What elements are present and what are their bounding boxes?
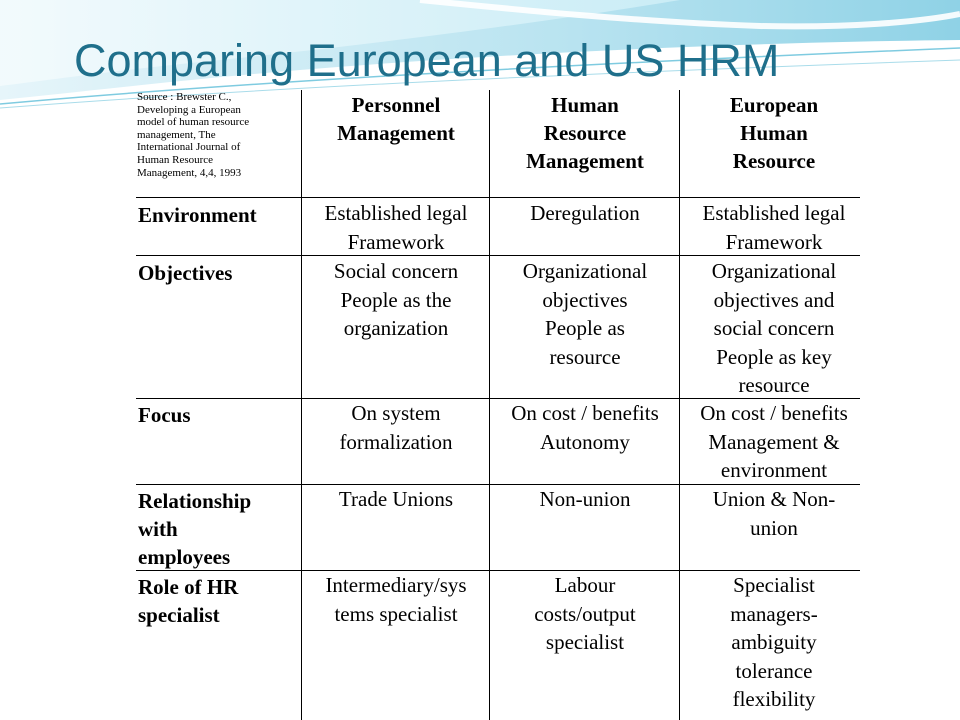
cell-line: resource — [738, 373, 810, 397]
cell-line: environment — [720, 458, 828, 482]
cell-line: Framework — [347, 229, 445, 254]
table-cell — [490, 485, 680, 514]
source-line: Developing a European — [137, 103, 241, 116]
cell-line: Autonomy — [540, 429, 630, 454]
table-divider-horizontal — [136, 197, 860, 198]
cell-line: objectives and — [713, 287, 835, 312]
cell-line: formalization — [339, 429, 453, 454]
source-citation — [137, 91, 299, 179]
cell-line: People as the — [340, 287, 452, 312]
cell-line: Non-union — [539, 487, 631, 511]
cell-line: specialist — [545, 630, 625, 654]
cell-line: social concern — [713, 316, 835, 340]
row-header-line: Relationship — [138, 489, 252, 513]
cell-line: Union & Non- — [712, 487, 836, 511]
cell-line: Social concern — [333, 259, 459, 283]
column-header-line: European — [729, 93, 819, 117]
column-header-european-human-resource — [680, 91, 868, 175]
cell-line: tems specialist — [334, 601, 458, 626]
column-header-personnel-management — [302, 91, 490, 147]
cell-line: On cost / benefits — [511, 401, 659, 425]
table-cell — [490, 571, 680, 657]
cell-line: objectives — [542, 287, 628, 312]
cell-line: flexibility — [732, 687, 816, 711]
row-header-line: Environment — [138, 203, 257, 227]
cell-line: managers- — [730, 601, 818, 626]
cell-line: Organizational — [711, 259, 837, 283]
cell-line: On cost / benefits — [700, 401, 848, 425]
table-cell — [302, 199, 490, 256]
source-line: Management, 4,4, 1993 — [137, 166, 242, 179]
column-header-line: Resource — [732, 149, 816, 173]
row-header-objectives — [138, 259, 232, 287]
row-header-line: with — [138, 517, 178, 541]
cell-line: Management & — [708, 429, 840, 454]
table-cell — [680, 199, 868, 256]
column-header-line: Human — [551, 93, 619, 117]
column-header-line: Personnel — [351, 93, 441, 117]
column-header-line: Human — [740, 121, 808, 145]
row-header-focus — [138, 401, 191, 429]
row-header-line: employees — [138, 545, 231, 569]
row-header-role-of-hr-specialist — [138, 573, 238, 629]
cell-line: Intermediary/sys — [325, 573, 467, 597]
table-cell — [302, 571, 490, 628]
row-header-line: Objectives — [138, 261, 233, 285]
source-line: Human Resource — [137, 153, 214, 166]
table-cell — [302, 399, 490, 456]
cell-line: ambiguity — [731, 630, 817, 654]
cell-line: Established legal — [702, 201, 846, 225]
cell-line: organization — [343, 316, 449, 340]
source-line: model of human resource — [137, 116, 250, 129]
cell-line: Organizational — [522, 259, 648, 283]
cell-line: Labour — [554, 573, 616, 597]
source-line: management, The — [137, 128, 216, 141]
column-header-line: Management — [526, 149, 644, 173]
cell-line: Established legal — [324, 201, 468, 225]
cell-line: People as — [545, 316, 625, 340]
row-header-line: Focus — [138, 403, 191, 427]
cell-line: Specialist — [733, 573, 815, 597]
cell-line: Deregulation — [530, 201, 640, 225]
cell-line: People as key — [716, 344, 832, 369]
table-cell — [490, 199, 680, 228]
cell-line: Framework — [725, 229, 823, 254]
table-cell — [680, 399, 868, 485]
cell-line: resource — [549, 344, 621, 369]
table-cell — [302, 485, 490, 514]
cell-line: Trade Unions — [338, 487, 454, 511]
row-header-line: Role of HR — [138, 575, 239, 599]
column-header-line: Resource — [543, 121, 627, 145]
table-cell — [490, 399, 680, 456]
cell-line: union — [750, 515, 798, 540]
table-cell — [302, 257, 490, 343]
cell-line: On system — [351, 401, 441, 425]
column-header-line: Management — [337, 121, 455, 145]
cell-line: costs/output — [534, 601, 636, 626]
table-cell — [680, 571, 868, 714]
table-cell — [680, 485, 868, 542]
table-cell — [680, 257, 868, 400]
table-cell — [490, 257, 680, 371]
source-line: International Journal of — [137, 141, 241, 154]
column-header-human-resource-management — [490, 91, 680, 175]
row-header-environment — [138, 201, 257, 229]
row-header-relationship-with-employees — [138, 487, 251, 571]
source-line: Source : Brewster C., — [137, 91, 232, 103]
row-header-line: specialist — [138, 603, 220, 627]
cell-line: tolerance — [735, 658, 813, 683]
slide-title: Comparing European and US HRM — [74, 35, 780, 86]
